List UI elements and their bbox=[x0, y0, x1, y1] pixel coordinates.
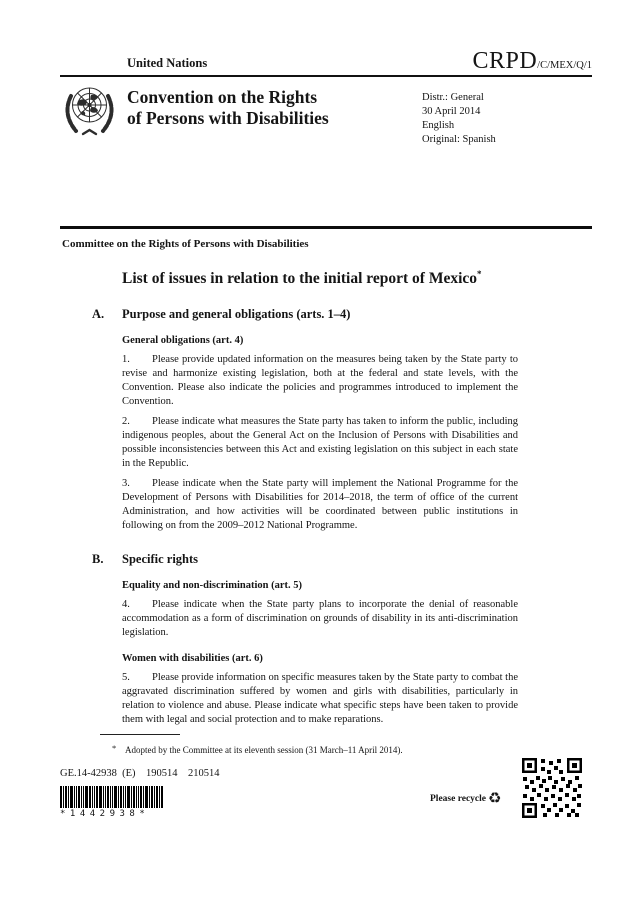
original-language-line: Original: Spanish bbox=[422, 134, 496, 145]
title-footnote-mark: * bbox=[477, 269, 482, 279]
barcode-text: *1442938* bbox=[60, 809, 150, 819]
paragraph-3-number: 3. bbox=[122, 478, 130, 489]
section-b-letter: B. bbox=[92, 552, 104, 566]
paragraph-2-text: Please indicate what measures the State party has taken to inform the public, including indigenous peoples, about the General Act on the Inclusion of Persons with Disabilities and possible inconsistencies between this Act and existing legislation on this subject in each state in the Republic. bbox=[122, 416, 518, 469]
footnote-mark: * bbox=[112, 743, 117, 753]
document-symbol-main: CRPD bbox=[472, 48, 538, 74]
paragraph-4-text: Please indicate when the State party plans to incorporate the denial of reasonable accommodation as a form of discrimination on grounds of disability in its anti-discrimination legislation. bbox=[122, 599, 518, 638]
paragraph-1-number: 1. bbox=[122, 354, 130, 365]
distribution-block bbox=[422, 91, 496, 147]
header-rule bbox=[60, 75, 592, 77]
qr-code bbox=[521, 757, 583, 819]
footnote bbox=[112, 742, 532, 756]
language-line: English bbox=[422, 120, 455, 131]
section-b-title: Specific rights bbox=[122, 552, 199, 566]
date-line: 30 April 2014 bbox=[422, 106, 481, 117]
paragraph-1 bbox=[122, 353, 518, 409]
subheading-women: Women with disabilities (art. 6) bbox=[122, 653, 263, 664]
paragraph-1-text: Please provide updated information on the measures being taken by the State party to revise and harmonize existing legislation, both at the federal and state levels, with the Convention. Please also indicate the policies and programmes introduced to implement the Convention. bbox=[122, 354, 518, 407]
paragraph-2 bbox=[122, 415, 518, 471]
barcode bbox=[60, 786, 164, 808]
paragraph-3-text: Please indicate when the State party will implement the National Programme for the Development of Persons with Disabilities for 2014–2018, the term of office of the current Administration, and how activities will be coordinated between public institutions in following on from the 2009–2012 National Programme. bbox=[122, 478, 518, 531]
paragraph-5-number: 5. bbox=[122, 672, 130, 683]
convention-title-line1: Convention on the Rights bbox=[127, 87, 318, 107]
section-a-heading bbox=[92, 306, 640, 322]
section-a-title: Purpose and general obligations (arts. 1–4) bbox=[122, 307, 351, 321]
recycle-note bbox=[430, 791, 501, 806]
recycle-icon: ♻ bbox=[488, 789, 502, 807]
paragraph-5 bbox=[122, 671, 518, 727]
paragraph-4 bbox=[122, 598, 518, 640]
page-title-text: List of issues in relation to the initial report of Mexico bbox=[122, 270, 478, 287]
paragraph-5-text: Please provide information on specific measures taken by the State party to combat the aggravated discrimination suffered by women and girls with disabilities, particularly in relation to violence and abuse. Please indicate what specific steps have been taken to provide them with legal and social protection and to make reparations. bbox=[122, 672, 518, 725]
section-b-heading bbox=[92, 551, 640, 567]
committee-name: Committee on the Rights of Persons with Disabilities bbox=[62, 238, 309, 250]
convention-title bbox=[127, 87, 329, 129]
document-symbol-suffix: /C/MEX/Q/1 bbox=[537, 60, 592, 71]
section-a-letter: A. bbox=[92, 307, 105, 321]
subheading-equality: Equality and non-discrimination (art. 5) bbox=[122, 580, 302, 591]
document-symbol bbox=[472, 48, 592, 75]
recycle-label: Please recycle bbox=[430, 793, 486, 804]
paragraph-2-number: 2. bbox=[122, 416, 130, 427]
section-rule bbox=[60, 226, 592, 229]
convention-title-line2: of Persons with Disabilities bbox=[127, 108, 329, 128]
document-body bbox=[0, 237, 640, 727]
paragraph-4-number: 4. bbox=[122, 599, 130, 610]
org-name: United Nations bbox=[127, 56, 208, 70]
distr-line: Distr.: General bbox=[422, 92, 484, 103]
footnote-separator bbox=[100, 734, 180, 735]
un-emblem-icon bbox=[61, 81, 118, 140]
subheading-general-obligations: General obligations (art. 4) bbox=[122, 335, 244, 346]
page-title bbox=[122, 265, 640, 288]
ge-reference-line: GE.14-42938 (E) 190514 210514 bbox=[60, 768, 220, 779]
paragraph-3 bbox=[122, 477, 518, 533]
footnote-text: Adopted by the Committee at its eleventh session (31 March–11 April 2014). bbox=[125, 745, 403, 755]
